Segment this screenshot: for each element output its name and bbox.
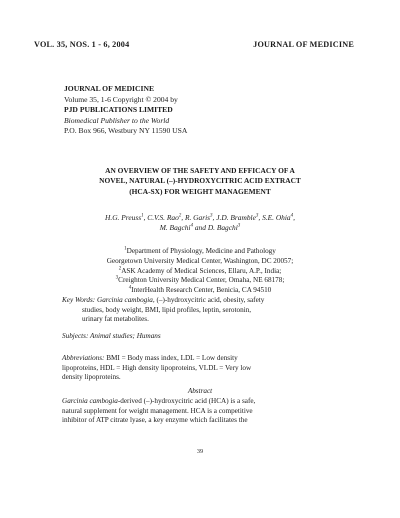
affiliation-text: Creighton University Medical Center, Omaha, NE 68178; — [118, 276, 285, 285]
abstract-body — [62, 397, 338, 426]
subjects: Subjects: Animal studies; Humans — [62, 332, 161, 340]
author: J.D. Bramble — [216, 213, 256, 222]
affiliation-sup: 1 — [124, 246, 127, 252]
title-line: AN OVERVIEW OF THE SAFETY AND EFFICACY OF A — [105, 166, 295, 175]
affiliation-text: InterHealth Research Center, Benicia, CA 94510 — [131, 286, 272, 295]
keyword-text: (–)-hydroxycitric acid, obesity, safety — [154, 296, 265, 304]
volume-copyright: Volume 35, 1-6 Copyright © 2004 by — [64, 94, 178, 104]
affiliation-text: Georgetown University Medical Center, Washington, DC 20057; — [106, 256, 294, 265]
author: C.V.S. Rao — [147, 213, 179, 222]
author-sup: 3 — [255, 213, 259, 219]
publication-info — [64, 84, 324, 137]
author: S.E. Ohia — [262, 213, 291, 222]
abstract-line: inhibitor of ATP citrate lyase, a key enzyme which facilitates the — [62, 416, 248, 425]
abbreviations — [62, 354, 338, 383]
keywords-line — [62, 315, 338, 325]
publisher-name: PJD PUBLICATIONS LIMITED — [64, 105, 173, 115]
abbreviations-line — [62, 354, 338, 364]
author-sup: 4 — [290, 213, 294, 219]
author-joiner: and — [194, 223, 206, 233]
affiliation — [64, 286, 336, 296]
title-line: NOVEL, NATURAL (–)-HYDROXYCITRIC ACID EXTRACT — [99, 176, 301, 186]
keywords-label: Key Words: — [62, 296, 96, 304]
abstract-heading: Abstract — [187, 387, 213, 395]
affiliation — [64, 247, 336, 257]
author-sup: 1 — [141, 213, 144, 219]
abstract-line: natural supplement for weight management. HCA is a competitive — [62, 406, 253, 415]
title-line: (HCA-SX) FOR WEIGHT MANAGEMENT — [129, 186, 271, 196]
journal-name: JOURNAL OF MEDICINE — [253, 40, 354, 49]
author: M. Bagchi — [159, 223, 191, 233]
affiliation-sup: 4 — [128, 285, 132, 291]
affiliation-text: Department of Physiology, Medicine and Pathology — [126, 247, 276, 255]
abbreviations-line: lipoproteins, HDL = High density lipoproteins, VLDL = Very low — [62, 363, 252, 372]
keyword-text: urinary fat metabolites. — [82, 315, 149, 324]
page-number: 39 — [196, 448, 204, 455]
author-sup: 3 — [237, 223, 241, 229]
abstract-italic: Garcinia cambogia — [62, 397, 118, 405]
keywords-line — [62, 306, 338, 316]
author: R. Garis — [184, 213, 211, 222]
author-line-2 — [64, 223, 336, 233]
keyword-italic: Garcinia cambogia, — [97, 296, 155, 304]
keywords — [62, 296, 338, 325]
abbreviations-text: BMI = Body mass index, LDL = Low density — [104, 354, 238, 362]
author-line-1: H.G. Preuss$^1$, C.V.S. Rao$^2$, R. Garis$^3$, J.D. Bramble$^3$, S.E. Ohia$^4$, — [105, 213, 295, 222]
publisher-tagline: Biomedical Publisher to the World — [64, 115, 170, 125]
affiliations — [64, 247, 336, 296]
author-sup: 4 — [190, 223, 193, 229]
affiliation-text: ASK Academy of Medical Sciences, Ellaru, A.P., India; — [121, 266, 282, 275]
affiliation-sup: 2 — [118, 266, 122, 272]
volume-info: VOL. 35, NOS. 1 - 6, 2004 — [34, 40, 130, 49]
abstract-line — [62, 397, 338, 407]
author: D. Bagchi — [207, 223, 238, 233]
author-sup: 2 — [178, 213, 182, 219]
publisher-address: P.O. Box 966, Westbury NY 11590 USA — [64, 126, 188, 136]
abstract-text: -derived (–)-hydroxycitric acid (HCA) is a safe, — [117, 397, 256, 405]
article-title — [64, 166, 336, 197]
affiliation — [64, 267, 336, 277]
author-sup: 3 — [210, 213, 213, 219]
affiliation — [64, 257, 336, 267]
author-list — [64, 213, 336, 234]
abbreviations-label: Abbreviations: — [62, 354, 105, 362]
abbreviations-line: density lipoproteins. — [62, 373, 121, 382]
keyword-text: studies, body weight, BMI, lipid profiles, leptin, serotonin, — [82, 305, 252, 314]
publication-name: JOURNAL OF MEDICINE — [64, 84, 155, 93]
keywords-line — [62, 296, 338, 306]
author: H.G. Preuss — [105, 213, 142, 222]
affiliation-sup: 3 — [115, 276, 119, 281]
affiliation — [64, 276, 336, 286]
